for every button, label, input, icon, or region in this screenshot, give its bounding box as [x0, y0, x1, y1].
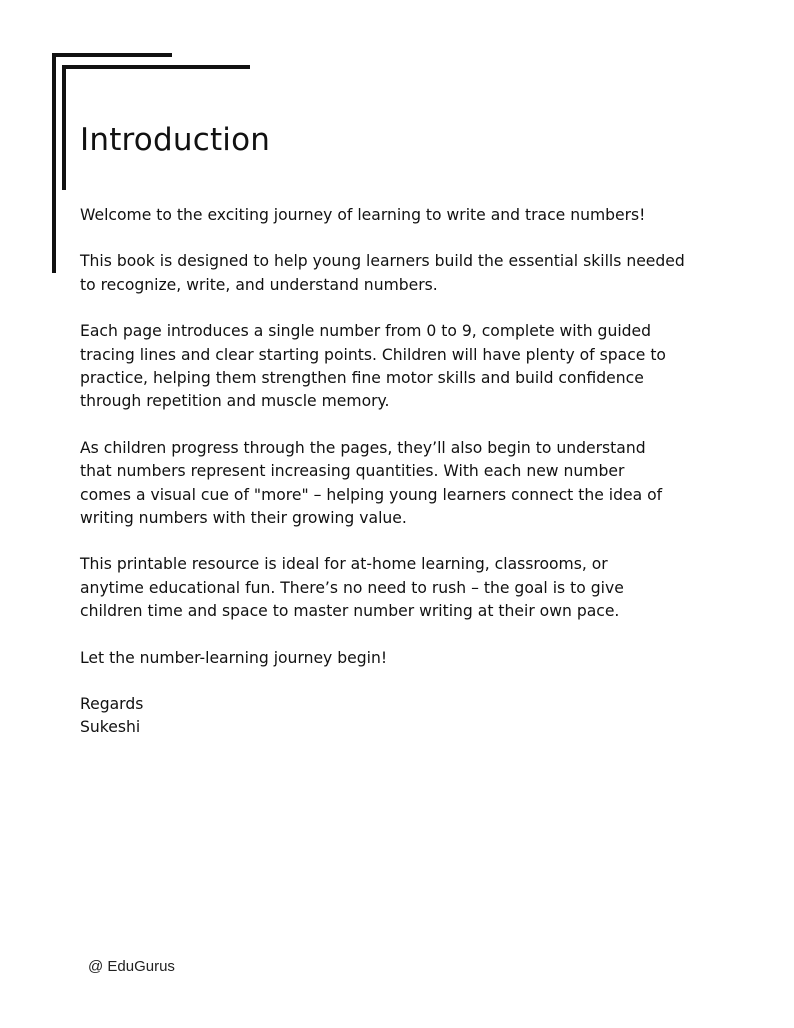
paragraph-resource	[80, 553, 720, 623]
paragraph-line: As children progress through the pages, they’ll also begin to understand	[80, 438, 646, 457]
paragraph-line: practice, helping them strengthen fine motor skills and build confidence	[80, 369, 644, 388]
body-text	[80, 204, 720, 739]
paragraph-line: Welcome to the exciting journey of learning to write and trace numbers!	[80, 206, 646, 224]
paragraph-progress	[80, 437, 720, 531]
paragraph-page-structure	[80, 320, 720, 414]
paragraph-line: This printable resource is ideal for at-home learning, classrooms, or	[80, 555, 608, 574]
corner-frame-inner-left	[62, 65, 66, 190]
footer-credit: @ EduGurus	[88, 958, 175, 975]
paragraph-purpose	[80, 250, 720, 297]
paragraph-line: Each page introduces a single number from 0 to 9, complete with guided	[80, 322, 652, 341]
paragraph-line: This book is designed to help young learners build the essential skills needed	[80, 252, 685, 271]
signoff-closing: Regards	[80, 695, 144, 714]
paragraph-line: children time and space to master number writing at their own pace.	[80, 602, 620, 621]
paragraph-line: Let the number-learning journey begin!	[80, 648, 388, 667]
page-title: Introduction	[80, 122, 271, 158]
paragraph-line: anytime educational fun. There’s no need to rush – the goal is to give	[80, 578, 624, 597]
corner-frame-outer-left	[52, 53, 56, 273]
corner-frame-outer-top	[52, 53, 172, 57]
signoff-author: Sukeshi	[80, 718, 141, 737]
paragraph-line: through repetition and muscle memory.	[80, 392, 390, 411]
paragraph-closing	[80, 647, 720, 670]
signoff	[80, 693, 720, 739]
paragraph-line: that numbers represent increasing quantities. With each new number	[80, 462, 625, 481]
paragraph-welcome	[80, 204, 720, 227]
paragraph-line: writing numbers with their growing value.	[80, 509, 407, 528]
paragraph-line: to recognize, write, and understand numbers.	[80, 275, 438, 294]
paragraph-line: comes a visual cue of "more" – helping young learners connect the idea of	[80, 485, 663, 504]
paragraph-line: tracing lines and clear starting points. Children will have plenty of space to	[80, 345, 666, 364]
corner-frame-inner-top	[62, 65, 250, 69]
